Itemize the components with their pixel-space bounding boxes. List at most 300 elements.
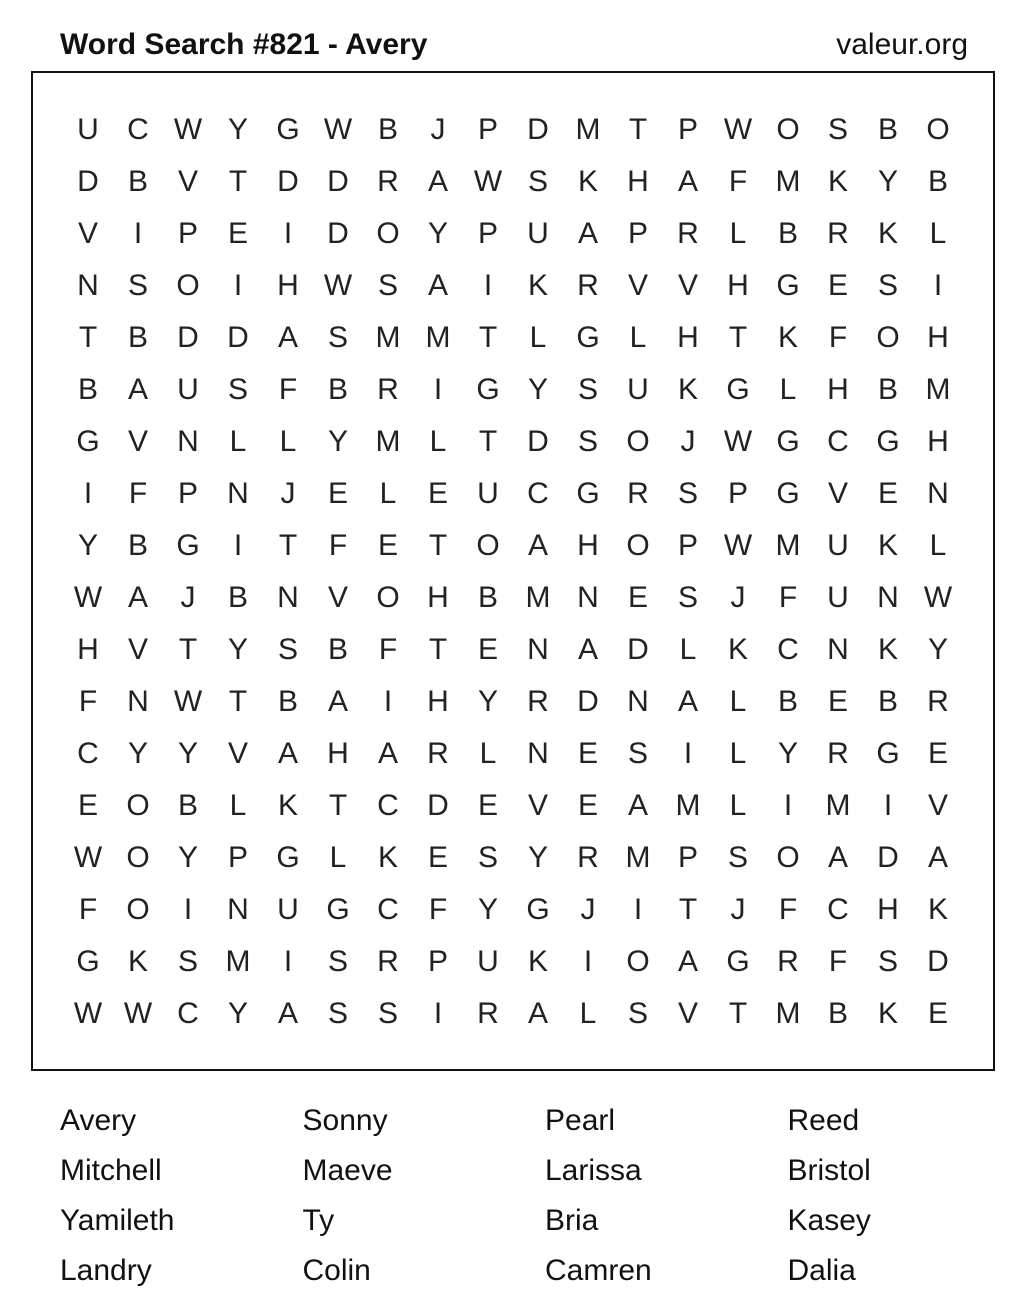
grid-letter: F	[78, 685, 98, 718]
grid-letter: U	[177, 373, 199, 406]
grid-letter: S	[577, 425, 598, 458]
grid-letter: E	[927, 997, 948, 1030]
grid-letter: A	[627, 789, 648, 822]
grid-letter: I	[433, 997, 443, 1030]
grid-letter: I	[633, 893, 643, 926]
grid-letter: B	[327, 373, 348, 406]
grid-letter: R	[427, 737, 449, 770]
grid-letter: I	[233, 269, 243, 302]
grid-letter: P	[727, 477, 748, 510]
grid-letter: W	[723, 529, 753, 562]
grid-letter: Y	[327, 425, 348, 458]
grid-letter: B	[827, 997, 848, 1030]
grid-letter: N	[577, 581, 599, 614]
grid-letter: K	[577, 165, 598, 198]
grid-letter: K	[777, 321, 798, 354]
grid-letter: D	[527, 113, 549, 146]
grid-letter: M	[675, 789, 701, 822]
grid-letter: I	[583, 945, 593, 978]
grid-letter: W	[73, 997, 103, 1030]
grid-letter: M	[775, 997, 801, 1030]
grid-letter: W	[723, 425, 753, 458]
grid-letter: H	[277, 269, 299, 302]
grid-letter: T	[478, 321, 498, 354]
grid-letter: A	[127, 373, 148, 406]
grid-letter: E	[377, 529, 398, 562]
grid-letter: D	[327, 165, 349, 198]
grid-letter: V	[927, 789, 948, 822]
grid-letter: T	[728, 321, 748, 354]
grid-letter: Y	[527, 841, 548, 874]
grid-letter: Y	[227, 113, 248, 146]
grid-letter: I	[133, 217, 143, 250]
grid-letter: B	[327, 633, 348, 666]
grid-letter: T	[228, 165, 248, 198]
grid-letter: B	[227, 581, 248, 614]
grid-letter: K	[877, 217, 898, 250]
grid-letter: D	[577, 685, 599, 718]
grid-letter: A	[577, 217, 598, 250]
grid-letter: C	[827, 425, 849, 458]
grid-letter: F	[328, 529, 348, 562]
grid-letter: B	[477, 581, 498, 614]
grid-letter: H	[677, 321, 699, 354]
grid-letter: F	[278, 373, 298, 406]
grid-letter: D	[427, 789, 449, 822]
grid-letter: T	[678, 893, 698, 926]
grid-letter: F	[778, 893, 798, 926]
grid-letter: J	[280, 477, 296, 510]
grid-letter: Y	[227, 633, 248, 666]
grid-letter: B	[127, 321, 148, 354]
grid-letter: M	[775, 529, 801, 562]
grid-letter: S	[577, 373, 598, 406]
grid-letter: J	[680, 425, 696, 458]
grid-letter: L	[279, 425, 297, 458]
word-list-item: Ty	[302, 1204, 335, 1237]
grid-letter: J	[430, 113, 446, 146]
grid-letter: E	[427, 477, 448, 510]
grid-letter: T	[428, 529, 448, 562]
grid-letter: A	[577, 633, 598, 666]
grid-letter: M	[825, 789, 851, 822]
grid-letter: E	[77, 789, 98, 822]
grid-letter: R	[377, 945, 399, 978]
grid-letter: O	[626, 425, 650, 458]
grid-letter: N	[277, 581, 299, 614]
grid-letter: M	[375, 321, 401, 354]
grid-letter: C	[527, 477, 549, 510]
grid-letter: B	[777, 685, 798, 718]
grid-letter: V	[127, 425, 148, 458]
grid-letter: E	[577, 737, 598, 770]
grid-letter: N	[927, 477, 949, 510]
grid-letter: G	[326, 893, 350, 926]
word-list-item: Mitchell	[60, 1154, 162, 1187]
grid-letter: D	[77, 165, 99, 198]
grid-letter: F	[428, 893, 448, 926]
grid-letter: A	[427, 165, 448, 198]
grid-letter: L	[929, 217, 947, 250]
grid-letter: L	[729, 737, 747, 770]
grid-letter: N	[77, 269, 99, 302]
grid-letter: V	[527, 789, 548, 822]
grid-letter: B	[877, 373, 898, 406]
grid-letter: E	[477, 633, 498, 666]
grid-letter: R	[527, 685, 549, 718]
grid-letter: Y	[77, 529, 98, 562]
grid-letter: I	[483, 269, 493, 302]
word-list-item: Kasey	[787, 1204, 871, 1237]
grid-letter: L	[529, 321, 547, 354]
grid-letter: N	[127, 685, 149, 718]
word-list-item: Dalia	[787, 1254, 856, 1287]
grid-letter: V	[627, 269, 648, 302]
grid-letter: Y	[177, 841, 198, 874]
grid-letter: A	[927, 841, 948, 874]
grid-letter: T	[328, 789, 348, 822]
grid-letter: S	[677, 581, 698, 614]
grid-letter: I	[883, 789, 893, 822]
grid-letter: Y	[477, 893, 498, 926]
grid-letter: G	[76, 945, 100, 978]
grid-letter: B	[177, 789, 198, 822]
grid-letter: C	[377, 789, 399, 822]
grid-letter: D	[277, 165, 299, 198]
grid-letter: L	[729, 789, 747, 822]
grid-letter: D	[227, 321, 249, 354]
grid-letter: K	[527, 269, 548, 302]
grid-letter: G	[276, 113, 300, 146]
grid-letter: M	[925, 373, 951, 406]
page-header	[60, 28, 968, 62]
word-list-item: Camren	[545, 1254, 652, 1287]
grid-letter: K	[927, 893, 948, 926]
grid-letter: U	[477, 477, 499, 510]
grid-letter: G	[876, 737, 900, 770]
grid-letter: M	[625, 841, 651, 874]
grid-letter: S	[727, 841, 748, 874]
grid-letter: J	[730, 581, 746, 614]
grid-letter: W	[723, 113, 753, 146]
grid-letter: S	[227, 373, 248, 406]
grid-letter: M	[425, 321, 451, 354]
grid-letter: S	[377, 269, 398, 302]
grid-letter: R	[827, 217, 849, 250]
grid-letter: M	[375, 425, 401, 458]
grid-letter: G	[726, 945, 750, 978]
grid-letter: G	[726, 373, 750, 406]
grid-letter: K	[877, 529, 898, 562]
grid-letter: P	[677, 529, 698, 562]
word-list-item: Maeve	[302, 1154, 393, 1187]
grid-letter: N	[227, 477, 249, 510]
grid-letter: R	[577, 841, 599, 874]
grid-letter: L	[729, 685, 747, 718]
grid-letter: A	[527, 529, 548, 562]
grid-letter: U	[527, 217, 549, 250]
grid-letter: S	[627, 737, 648, 770]
grid-letter: S	[477, 841, 498, 874]
grid-letter: B	[877, 685, 898, 718]
grid-letter: R	[377, 373, 399, 406]
grid-letter: G	[276, 841, 300, 874]
grid-letter: V	[677, 269, 698, 302]
word-list-item: Yamileth	[60, 1204, 175, 1237]
grid-letter: V	[177, 165, 198, 198]
grid-letter: O	[626, 945, 650, 978]
grid-letter: K	[127, 945, 148, 978]
grid-letter: Y	[527, 373, 548, 406]
puzzle-title: Word Search #821 - Avery	[60, 28, 428, 61]
grid-letter: R	[777, 945, 799, 978]
grid-letter: I	[683, 737, 693, 770]
grid-letter: T	[278, 529, 298, 562]
grid-letter: E	[927, 737, 948, 770]
grid-letter: G	[776, 425, 800, 458]
grid-letter: P	[677, 113, 698, 146]
grid-letter: A	[277, 997, 298, 1030]
grid-letter: S	[877, 269, 898, 302]
grid-letter: A	[527, 997, 548, 1030]
grid-letter: C	[377, 893, 399, 926]
grid-letter: W	[73, 581, 103, 614]
grid-letter: N	[527, 737, 549, 770]
grid-letter: D	[527, 425, 549, 458]
grid-letter: L	[579, 997, 597, 1030]
grid-letter: S	[377, 997, 398, 1030]
grid-letter: E	[577, 789, 598, 822]
grid-letter: S	[177, 945, 198, 978]
grid-letter: V	[827, 477, 848, 510]
grid-letter: V	[227, 737, 248, 770]
word-list-item: Bria	[545, 1204, 599, 1237]
grid-letter: F	[728, 165, 748, 198]
grid-letter: U	[627, 373, 649, 406]
grid-letter: L	[679, 633, 697, 666]
grid-letter: O	[626, 529, 650, 562]
grid-letter: H	[877, 893, 899, 926]
grid-letter: H	[577, 529, 599, 562]
grid-letter: I	[933, 269, 943, 302]
grid-letter: N	[527, 633, 549, 666]
grid-letter: R	[677, 217, 699, 250]
grid-letter: O	[776, 841, 800, 874]
grid-letter: D	[627, 633, 649, 666]
grid-letter: Y	[127, 737, 148, 770]
grid-letter: M	[525, 581, 551, 614]
grid-letter: Y	[227, 997, 248, 1030]
grid-letter: G	[576, 477, 600, 510]
grid-letter: A	[277, 737, 298, 770]
word-list-item: Bristol	[787, 1154, 871, 1187]
grid-letter: T	[478, 425, 498, 458]
grid-letter: R	[927, 685, 949, 718]
grid-letter: L	[429, 425, 447, 458]
grid-letter: D	[327, 217, 349, 250]
grid-letter: D	[877, 841, 899, 874]
word-list	[60, 1096, 1030, 1296]
grid-letter: I	[433, 373, 443, 406]
grid-letter: P	[177, 217, 198, 250]
grid-letter: E	[327, 477, 348, 510]
grid-letter: E	[477, 789, 498, 822]
grid-letter: W	[123, 997, 153, 1030]
grid-letter: G	[476, 373, 500, 406]
grid-letter: L	[229, 789, 247, 822]
grid-letter: B	[777, 217, 798, 250]
grid-letter: G	[776, 269, 800, 302]
grid-letter: K	[527, 945, 548, 978]
grid-letter: E	[827, 685, 848, 718]
grid-letter: V	[677, 997, 698, 1030]
grid-letter: S	[877, 945, 898, 978]
grid-letter: J	[730, 893, 746, 926]
grid-letter: B	[377, 113, 398, 146]
grid-letter: B	[127, 165, 148, 198]
grid-letter: Y	[427, 217, 448, 250]
site-name: valeur.org	[836, 28, 968, 61]
grid-letter: C	[177, 997, 199, 1030]
grid-letter: W	[473, 165, 503, 198]
grid-letter: N	[627, 685, 649, 718]
grid-letter: S	[677, 477, 698, 510]
grid-letter: K	[877, 997, 898, 1030]
grid-letter: H	[927, 321, 949, 354]
grid-letter: T	[78, 321, 98, 354]
grid-letter: U	[827, 581, 849, 614]
grid-letter: V	[327, 581, 348, 614]
grid-letter: L	[329, 841, 347, 874]
grid-letter: T	[728, 997, 748, 1030]
grid-letter: K	[377, 841, 398, 874]
grid-letter: A	[277, 321, 298, 354]
grid-letter: K	[827, 165, 848, 198]
grid-letter: H	[927, 425, 949, 458]
grid-letter: W	[73, 841, 103, 874]
grid-letter: B	[877, 113, 898, 146]
grid-letter: L	[929, 529, 947, 562]
grid-letter: K	[277, 789, 298, 822]
grid-letter: T	[628, 113, 648, 146]
grid-letter: P	[627, 217, 648, 250]
word-list-item: Reed	[787, 1104, 860, 1137]
grid-letter: Y	[877, 165, 898, 198]
grid-letter: B	[127, 529, 148, 562]
grid-letter: G	[76, 425, 100, 458]
grid-letter: W	[323, 269, 353, 302]
grid-letter: A	[127, 581, 148, 614]
grid-letter: N	[177, 425, 199, 458]
grid-letter: I	[383, 685, 393, 718]
grid-letter: H	[77, 633, 99, 666]
grid-letter: I	[183, 893, 193, 926]
grid-letter: N	[227, 893, 249, 926]
grid-letter: A	[377, 737, 398, 770]
grid-letter: B	[277, 685, 298, 718]
grid-letter: A	[827, 841, 848, 874]
grid-letter: H	[827, 373, 849, 406]
grid-letter: T	[178, 633, 198, 666]
grid-letter: L	[779, 373, 797, 406]
grid-letter: R	[577, 269, 599, 302]
grid-letter: A	[327, 685, 348, 718]
grid-letter: I	[783, 789, 793, 822]
grid-letter: W	[923, 581, 953, 614]
grid-letter: G	[776, 477, 800, 510]
grid-letter: P	[477, 217, 498, 250]
grid-letter: A	[677, 685, 698, 718]
grid-letter: H	[327, 737, 349, 770]
grid-letter: O	[376, 217, 400, 250]
grid-letter: W	[323, 113, 353, 146]
grid-letter: F	[828, 945, 848, 978]
grid-letter: O	[126, 789, 150, 822]
grid-letter: S	[527, 165, 548, 198]
grid-letter: Y	[777, 737, 798, 770]
grid-letter: M	[775, 165, 801, 198]
grid-letter: O	[776, 113, 800, 146]
grid-letter: S	[127, 269, 148, 302]
grid-letter: G	[176, 529, 200, 562]
grid-letter: C	[827, 893, 849, 926]
grid-letter: S	[327, 997, 348, 1030]
grid-letter: N	[827, 633, 849, 666]
grid-letter: E	[427, 841, 448, 874]
grid-letter: B	[927, 165, 948, 198]
grid-letter: W	[173, 685, 203, 718]
grid-letter: D	[927, 945, 949, 978]
grid-letter: H	[627, 165, 649, 198]
letter-grid	[63, 104, 963, 1040]
grid-letter: E	[877, 477, 898, 510]
word-list-item: Colin	[302, 1254, 371, 1287]
grid-letter: C	[127, 113, 149, 146]
grid-letter: F	[78, 893, 98, 926]
grid-letter: Y	[177, 737, 198, 770]
grid-letter: O	[126, 841, 150, 874]
grid-letter: F	[378, 633, 398, 666]
grid-letter: M	[225, 945, 251, 978]
grid-letter: O	[476, 529, 500, 562]
grid-letter: J	[180, 581, 196, 614]
grid-letter: F	[828, 321, 848, 354]
grid-letter: E	[227, 217, 248, 250]
grid-letter: P	[677, 841, 698, 874]
grid-letter: R	[827, 737, 849, 770]
grid-letter: L	[629, 321, 647, 354]
grid-letter: H	[427, 685, 449, 718]
grid-letter: C	[77, 737, 99, 770]
grid-letter: U	[277, 893, 299, 926]
grid-letter: Y	[927, 633, 948, 666]
grid-letter: M	[575, 113, 601, 146]
grid-letter: R	[627, 477, 649, 510]
grid-letter: F	[128, 477, 148, 510]
grid-letter: U	[477, 945, 499, 978]
grid-letter: G	[526, 893, 550, 926]
grid-letter: Y	[477, 685, 498, 718]
grid-letter: P	[227, 841, 248, 874]
grid-letter: R	[477, 997, 499, 1030]
grid-letter: S	[827, 113, 848, 146]
grid-letter: S	[327, 321, 348, 354]
grid-letter: A	[427, 269, 448, 302]
word-list-item: Pearl	[545, 1104, 616, 1137]
grid-letter: W	[173, 113, 203, 146]
grid-letter: K	[877, 633, 898, 666]
grid-letter: O	[876, 321, 900, 354]
